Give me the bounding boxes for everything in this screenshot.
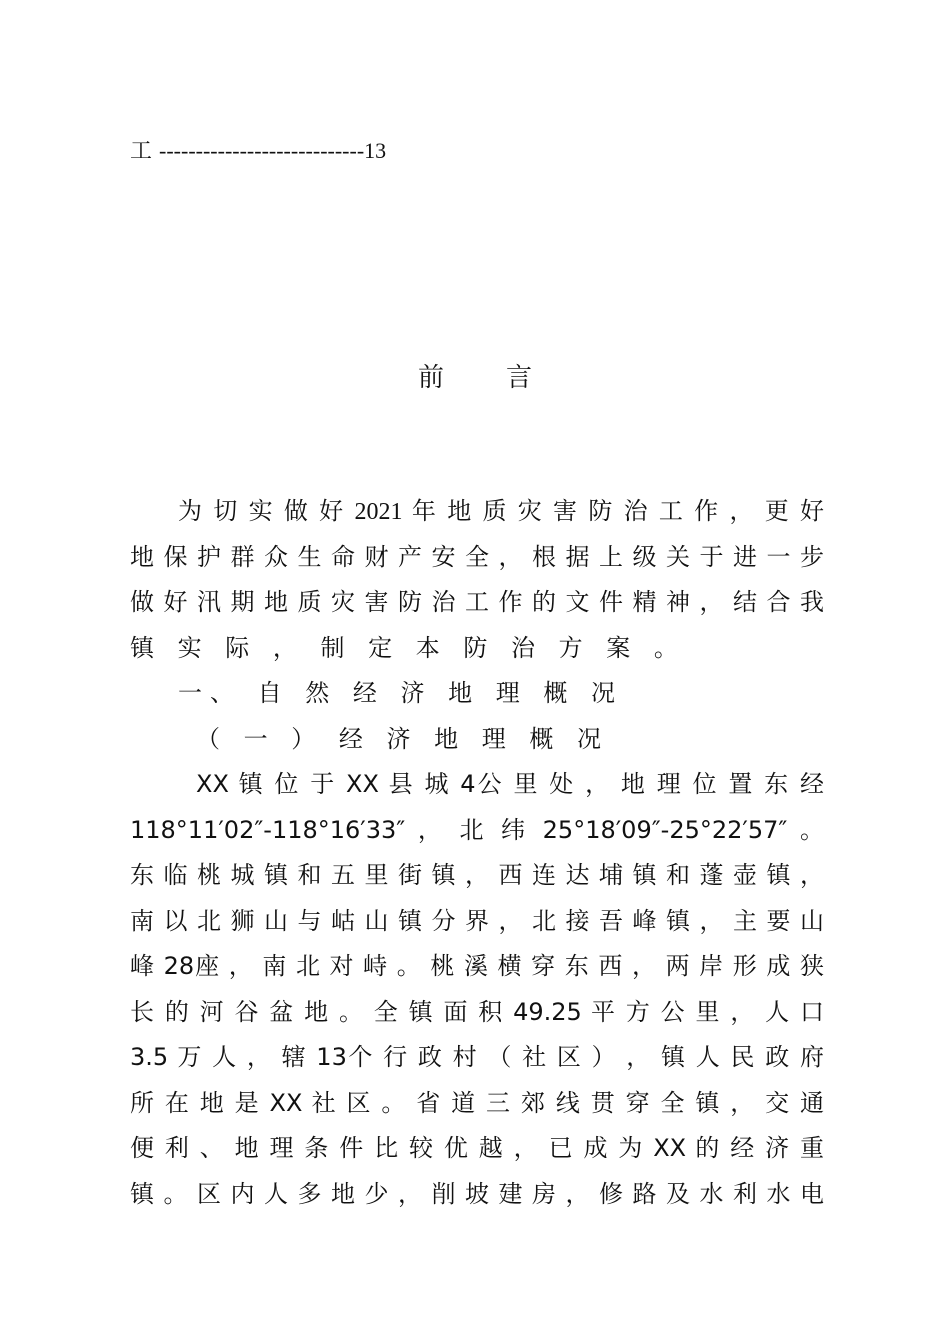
paragraph-1-line-1 xyxy=(130,489,824,535)
paragraph-2-line-9: 便 利 、 地 理 条 件 比 较 优 越 ， 已 成 为 XX 的 经 济 重 xyxy=(130,1134,824,1162)
toc-entry xyxy=(130,136,386,167)
paragraph-2-line-4: 南 以 北 狮 山 与 岵 山 镇 分 界 ， 北 接 吾 峰 镇 ， 主 要 山 xyxy=(130,906,824,935)
paragraph-2-line-7: 3.5 万 人 ， 辖 13个 行 政 村 （ 社 区 ） ， 镇 人 民 政 府 xyxy=(130,1043,824,1071)
toc-entry-leader: ---------------------------- xyxy=(159,138,365,163)
paragraph-1-line-2: 地 保 护 群 众 生 命 财 产 安 全 ， 根 据 上 级 关 于 进 一 步 xyxy=(130,542,824,571)
paragraph-2-line-2: 118°11′02″-118°16′33″ ， 北 纬 25°18′09″-25°22′57″ 。 xyxy=(130,815,824,844)
paragraph-2-line-6: 长 的 河 谷 盆 地 。 全 镇 面 积 49.25 平 方 公 里 ， 人 口 xyxy=(130,997,824,1026)
preface-heading xyxy=(0,358,950,398)
toc-entry-prefix: 工 xyxy=(130,139,153,164)
paragraph-1-line-1-b: 年 地 质 灾 害 防 治 工 作 ， 更 好 xyxy=(411,497,825,525)
paragraph-2-line-3: 东 临 桃 城 镇 和 五 里 街 镇 ， 西 连 达 埔 镇 和 蓬 壶 镇 ， xyxy=(130,861,824,889)
preface-heading-char-1: 前 xyxy=(418,363,445,393)
section-1-title: 一、 自 然 经 济 地 理 概 况 xyxy=(178,679,624,707)
document-body xyxy=(130,489,824,1217)
paragraph-2-line-1: XX 镇 位 于 XX 县 城 4公 里 处 ， 地 理 位 置 东 经 xyxy=(196,770,824,798)
toc-entry-page-number: 13 xyxy=(364,138,387,163)
paragraph-1-line-3: 做 好 汛 期 地 质 灾 害 防 治 工 作 的 文 件 精 神 ， 结 合 我 xyxy=(130,588,824,616)
paragraph-1-line-4: 镇 实 际 ， 制 定 本 防 治 方 案 。 xyxy=(130,633,686,662)
paragraph-1-year: 2021 xyxy=(354,499,403,525)
paragraph-2-line-5: 峰 28座 ， 南 北 对 峙 。 桃 溪 横 穿 东 西 ， 两 岸 形 成 狭 xyxy=(130,952,824,980)
preface-heading-char-2: 言 xyxy=(506,363,533,393)
paragraph-2-line-10: 镇 。 区 内 人 多 地 少 ， 削 坡 建 房 ， 修 路 及 水 利 水 电 xyxy=(130,1179,824,1208)
paragraph-1-line-1-a: 为 切 实 做 好 xyxy=(178,497,345,525)
subsection-1-title: （ 一 ） 经 济 地 理 概 况 xyxy=(196,724,610,753)
paragraph-2-line-8: 所 在 地 是 XX 社 区 。 省 道 三 郊 线 贯 穿 全 镇 ， 交 通 xyxy=(130,1088,824,1117)
